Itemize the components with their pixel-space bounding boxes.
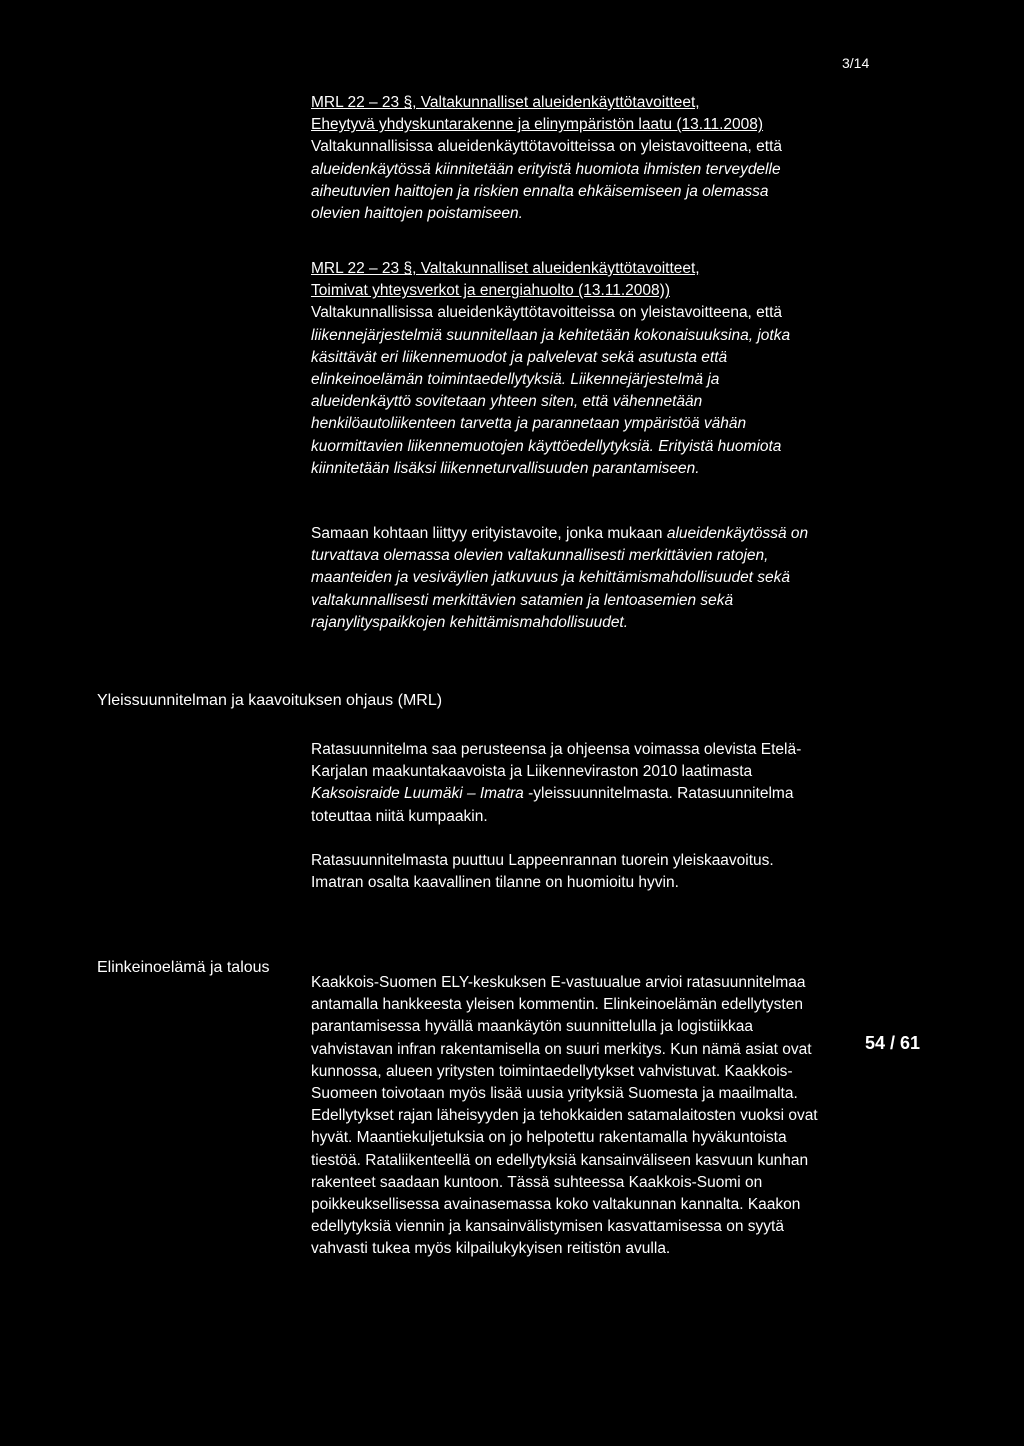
paragraph-line	[311, 523, 911, 545]
paragraph-line: Imatran osalta kaavallinen tilanne on huomioitu hyvin.	[311, 874, 679, 892]
paragraph-line: vahvistavan infran rakentamisella on suuri merkitys. Kun nämä asiat ovat	[311, 1040, 812, 1058]
paragraph-line: Valtakunnallisissa alueidenkäyttötavoitteissa on yleistavoitteena, että	[311, 138, 783, 156]
paragraph-line: kiinnitetään lisäksi liikenneturvallisuuden parantamiseen.	[311, 459, 700, 477]
paragraph-line: tiestöä. Rataliikenteellä on edellytyksiä kansainväliseen kasvuun kunhan	[311, 1151, 809, 1169]
paragraph-line: Valtakunnallisissa alueidenkäyttötavoitteissa on yleistavoitteena, että	[311, 304, 783, 322]
paragraph-line: Edellytykset rajan läheisyyden ja tehokkaiden satamalaitosten vuoksi ovat	[311, 1107, 818, 1125]
paragraph-line: parantamisessa hyvällä maankäytön suunnittelulla ja logistiikkaa	[311, 1018, 753, 1036]
footer-page-number: 54 / 61	[865, 1033, 921, 1053]
paragraph-line: toteuttaa niitä kumpaakin.	[311, 807, 488, 825]
paragraph-line: henkilöautoliikenteen tarvetta ja parannetaan ympäristöä vähän	[311, 415, 747, 433]
paragraph-line: valtakunnallisesti merkittävien satamien ja lentoasemien sekä	[311, 591, 734, 609]
paragraph-text: -yleissuunnitelmasta. Ratasuunnitelma	[523, 785, 794, 803]
paragraph-line: rakenteet saadaan kuntoon. Tässä suhteessa Kaakkois-Suomi on	[311, 1173, 763, 1191]
paragraph-line: poikkeuksellisessa avainasemassa koko valtakunnan kannalta. Kaakon	[311, 1196, 801, 1214]
paragraph-line: kuormittavien liikennemuotojen käyttöedellytyksiä. Erityistä huomiota	[311, 437, 782, 455]
paragraph-line: elinkeinoelämän toimintaedellytyksiä. Liikennejärjestelmä ja	[311, 371, 720, 389]
paragraph-line: liikennejärjestelmiä suunnitellaan ja kehitetään kokonaisuuksina, jotka	[311, 326, 791, 344]
paragraph-line: rajanylityspaikkojen kehittämismahdollisuudet.	[311, 613, 629, 631]
paragraph-text: Samaan kohtaan liittyy erityistavoite, jonka mukaan	[311, 525, 667, 542]
paragraph-line: edellytyksiä viennin ja kansainvälistymisen kasvattamisessa on syytä	[311, 1218, 784, 1236]
document-page-number: 3/14	[842, 55, 870, 71]
paragraph-line: antamalla hankkeesta yleisen kommentin. Elinkeinoelämän edellytysten	[311, 996, 803, 1014]
paragraph-line: turvattava olemassa olevien valtakunnallisesti merkittävien ratojen,	[311, 547, 769, 565]
side-heading-elinkeinoelama: Elinkeinoelämä ja talous	[97, 959, 270, 976]
section-alueidenkaytto-yhteysverkot	[311, 258, 911, 480]
paragraph-line: Ratasuunnitelmasta puuttuu Lappeenrannan tuorein yleiskaavoitus.	[311, 851, 774, 869]
side-heading-yleissuunnitelma: Yleissuunnitelman ja kaavoituksen ohjaus (MRL)	[97, 692, 443, 709]
section-elinkeinoelama	[311, 972, 911, 1261]
paragraph-line: Suomeen toivotaan myös lisää uusia yrityksiä Suomesta ja maailmalta.	[311, 1085, 798, 1103]
paragraph-line: Kaakkois-Suomen ELY-keskuksen E-vastuualue arvioi ratasuunnitelmaa	[311, 974, 806, 991]
paragraph-line: Karjalan maakuntakaavoista ja Liikenneviraston 2010 laatimasta	[311, 763, 753, 781]
document-title-reference: Kaksoisraide Luumäki – Imatra	[311, 785, 524, 803]
section-heading: MRL 22 – 23 §, Valtakunnalliset alueidenkäyttötavoitteet,	[311, 94, 700, 111]
section-yleissuunnitelma	[311, 739, 911, 894]
paragraph-line: vahvasti tukea myös kilpailukykyisen reitistön avulla.	[311, 1240, 671, 1258]
paragraph-line: olevien haittojen poistamiseen.	[311, 205, 523, 223]
paragraph-line: kunnossa, alueen yritysten toimintaedellytykset vahvistuvat. Kaakkois-	[311, 1062, 793, 1080]
paragraph-line: hyvät. Maantiekuljetuksia on jo helpotettu rakentamalla hyväkuntoista	[311, 1129, 787, 1147]
section-erityistavoite	[311, 523, 911, 634]
section-heading: Eheytyvä yhdyskuntarakenne ja elinympäristön laatu (13.11.2008)	[311, 116, 764, 134]
paragraph-line: alueidenkäyttö sovitetaan yhteen siten, että vähennetään	[311, 393, 703, 411]
section-alueidenkaytto-eheytyva	[311, 92, 911, 225]
paragraph-text: alueidenkäytössä on	[666, 525, 809, 542]
paragraph-line: käsittävät eri liikennemuodot ja palvelevat sekä asutusta että	[311, 348, 728, 366]
paragraph-line: alueidenkäytössä kiinnitetään erityistä huomiota ihmisten terveydelle	[311, 160, 781, 178]
paragraph-line: Ratasuunnitelma saa perusteensa ja ohjeensa voimassa olevista Etelä-	[311, 741, 802, 758]
paragraph-line: aiheutuvien haittojen ja riskien ennalta ehkäisemiseen ja olemassa	[311, 182, 769, 200]
section-heading: Toimivat yhteysverkot ja energiahuolto (13.11.2008))	[311, 282, 670, 300]
paragraph-line	[311, 783, 911, 805]
paragraph-line: maanteiden ja vesiväylien jatkuvuus ja kehittämismahdollisuudet sekä	[311, 569, 791, 587]
section-heading: MRL 22 – 23 §, Valtakunnalliset alueidenkäyttötavoitteet,	[311, 260, 700, 277]
